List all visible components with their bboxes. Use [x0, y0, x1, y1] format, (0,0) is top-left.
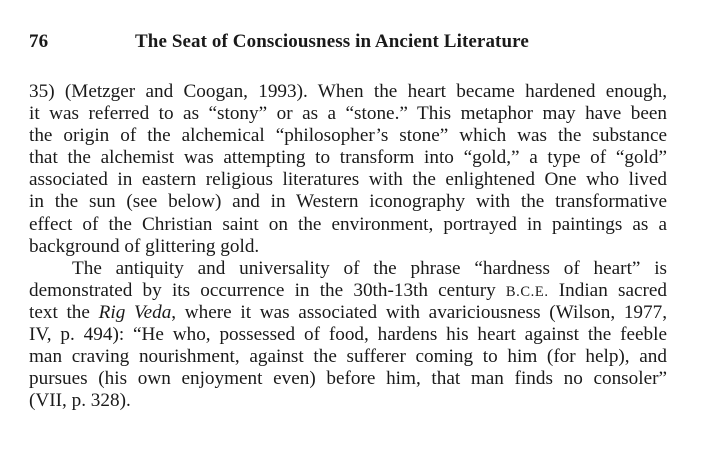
- text-segment: Indian sacred: [548, 279, 667, 301]
- text-line: man craving nourishment, against the sufferer coming to him (for help), and: [29, 346, 667, 368]
- text-line: The antiquity and universality of the phrase “hardness of heart” is: [72, 257, 667, 279]
- running-header: [27, 31, 667, 59]
- text-segment: , where it was associated with avariciousness (Wilson, 1977,: [171, 301, 667, 323]
- body-text: [29, 81, 667, 412]
- text-line: effect of the Christian saint on the environment, portrayed in paintings as a: [29, 213, 667, 235]
- text-line: IV, p. 494): “He who, possessed of food, hardens his heart against the feeble: [29, 324, 667, 346]
- text-line: (VII, p. 328).: [29, 390, 131, 412]
- text-line: the origin of the alchemical “philosopher’s stone” which was the substance: [29, 125, 667, 147]
- era-abbreviation: B.C.E.: [505, 283, 549, 300]
- text-line: [29, 302, 667, 324]
- running-title: The Seat of Consciousness in Ancient Literature: [135, 31, 529, 52]
- text-line: 35) (Metzger and Coogan, 1993). When the heart became hardened enough,: [29, 81, 667, 102]
- text-line: associated in eastern religious literatures with the enlightened One who lived: [29, 169, 667, 191]
- text-segment: text the: [29, 301, 99, 323]
- text-line: [29, 280, 667, 302]
- page-number: 76: [29, 31, 49, 52]
- text-line: that the alchemist was attempting to transform into “gold,” a type of “gold”: [29, 147, 667, 169]
- paragraph-2: [29, 258, 667, 413]
- text-line: pursues (his own enjoyment even) before him, that man finds no consoler”: [29, 368, 667, 390]
- text-line: background of glittering gold.: [29, 235, 260, 257]
- book-page: [27, 0, 667, 459]
- paragraph-1: [29, 81, 667, 258]
- text-line: it was referred to as “stony” or as a “stone.” This metaphor may have been: [29, 103, 667, 125]
- text-line: in the sun (see below) and in Western iconography with the transformative: [29, 191, 667, 213]
- text-segment: demonstrated by its occurrence in the 30th-13th century: [29, 279, 506, 301]
- work-title-italic: Rig Veda: [98, 301, 172, 323]
